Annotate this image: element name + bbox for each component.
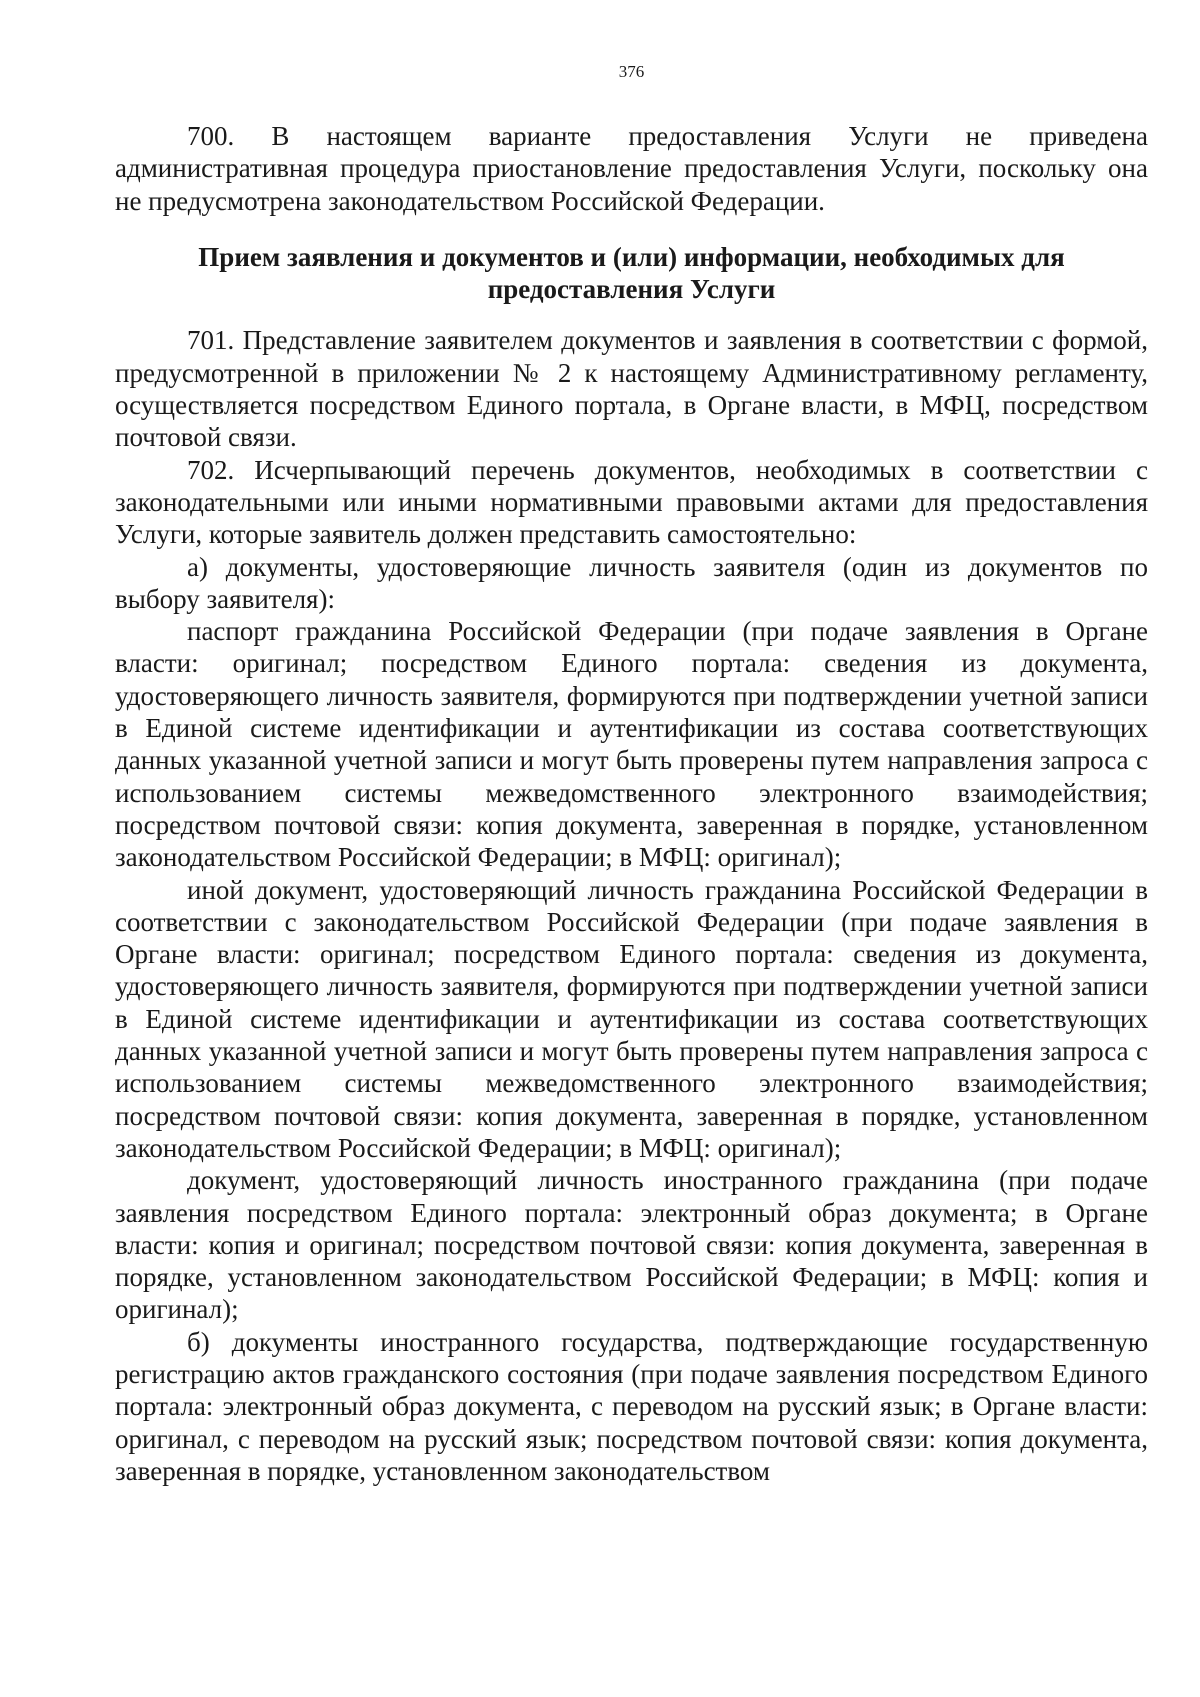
list-item-a: а) документы, удостоверяющие личность заявителя (один из документов по выбору заявителя):	[115, 551, 1148, 614]
list-item-other-document: иной документ, удостоверяющий личность гражданина Российской Федерации в соответствии с законодательством Российской Федерации (при подаче заявления в Органе власти: оригинал; посредством Единого портала: сведения из документа, удостоверяющего личность заявителя, формируются при подтверждении учетной записи в Единой системе идентификации и аутентификации из состава соответствующих данных указанной учетной записи и могут быть проверены путем направления запроса с использованием системы межведомственного электронного взаимодействия; посредством почтовой связи: копия документа, заверенная в порядке, установленном законодательством Российской Федерации; в МФЦ: оригинал);	[115, 874, 1148, 1163]
document-page	[115, 60, 1148, 1487]
list-item-foreign-document: документ, удостоверяющий личность иностранного гражданина (при подаче заявления посредством Единого портала: электронный образ документа; в Органе власти: копия и оригинал; посредством почтовой связи: копия документа, заверенная в порядке, установленном законодательством Российской Федерации; в МФЦ: копия и оригинал);	[115, 1165, 1148, 1325]
page-number: 376	[618, 62, 645, 81]
paragraph-702: 702. Исчерпывающий перечень документов, необходимых в соответствии с законодательными или иными нормативными правовыми актами для предоставления Услуги, которые заявитель должен представить самостоятельно:	[115, 454, 1148, 550]
section-heading: Прием заявления и документов и (или) информации, необходимых для предоставления Услуги	[198, 241, 1065, 305]
paragraph-700: 700. В настоящем варианте предоставления Услуги не приведена административная процедура приостановление предоставления Услуги, поскольку она не предусмотрена законодательством Российской Федерации.	[115, 121, 1148, 216]
list-item-passport: паспорт гражданина Российской Федерации (при подаче заявления в Органе власти: оригинал; посредством Единого портала: сведения из документа, удостоверяющего личность заявителя, формируются при подтверждении учетной записи в Единой системе идентификации и аутентификации из состава соответствующих данных указанной учетной записи и могут быть проверены путем направления запроса с использованием системы межведомственного электронного взаимодействия; посредством почтовой связи: копия документа, заверенная в порядке, установленном законодательством Российской Федерации; в МФЦ: оригинал);	[115, 616, 1148, 873]
paragraph-701: 701. Представление заявителем документов и заявления в соответствии с формой, предусмотренной в приложении № 2 к настоящему Административному регламенту, осуществляется посредством Единого портала, в Органе власти, в МФЦ, посредством почтовой связи.	[115, 325, 1148, 453]
list-item-b: б) документы иностранного государства, подтверждающие государственную регистрацию актов гражданского состояния (при подаче заявления посредством Единого портала: электронный образ документа, с переводом на русский язык; в Органе власти: оригинал, с переводом на русский язык; посредством почтовой связи: копия документа, заверенная в порядке, установленном законодательством	[115, 1326, 1148, 1486]
